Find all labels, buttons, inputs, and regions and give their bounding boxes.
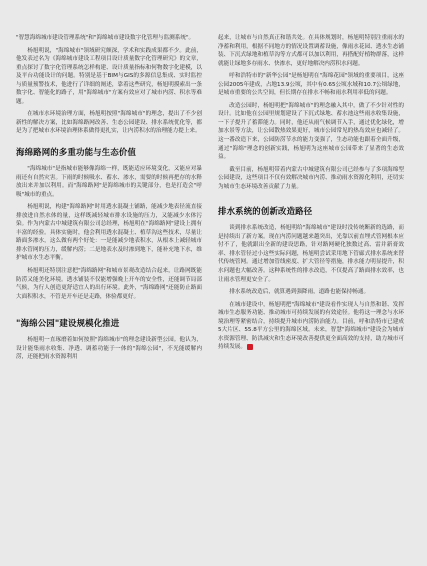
right-column <box>218 34 404 356</box>
section-heading-drainage-system: 排水系统的创新改造路径 <box>218 206 313 217</box>
body-paragraph: "海绵城市"是指城市能够像海绵一样，既能适应环境变化，又能应对暴雨还有自然灾害。下雨的时候吸水、蓄水、渗水，需要的时候再把存的水释放出来并加以利用。而"海绵路网"是海绵城市的关键部分，也是打造会"呼吸"城市的重点。 <box>16 166 202 198</box>
body-paragraph: "智慧海绵城市建设管理系统"和"海绵城市建设数字化管理与监测系统"。 <box>16 35 195 41</box>
body-paragraph: 杨旭明说，"海绵城市"领域研究颇深，学术和实践成果都不少。此前，他发表过名为《海绵城市建设工程项目设计质量数字化管理研究》的文章，重点探讨了数字化管理系统怎样构建、设计质量指标和何物数字化建模，以及平台功能设计的问题。特别是基于BIM与GIS的多源信息集成、实时监控与质量预警技术，他进行了详细的阐述，靠着这些研究，杨旭明摸索出一条数字化、智能化的路子，用"海绵城市"方案有效应对了城市内涝、积水等难题。 <box>16 47 202 105</box>
body-paragraph: 排水系统改造后，就算遇到强降雨，道路也能保持畅通。 <box>229 289 370 296</box>
final-paragraph-text: 在城市建设中，杨旭明把"海绵城市"建设看作实现人与自然和谐、发挥城市生态服务功能、推动城市可持续发展的有效途径。他将这一理念与水环境治理等紧密结合，持续提升城市内涝防治能力。目前，呼和浩特市已建成5大片区、55.8平方公里的海绵区域。未来，智慧"海绵城市"建设会为城市水资源管理、防洪减灾和生态环境改善提供更全面高效的支持，助力城市可持续发展。 <box>218 301 404 351</box>
body-paragraph: 改造公园时，杨旭明把"海绵城市"的理念融入其中，做了不少针对性的设计。比如他在公园里规划建设了下沉式绿地、蓄水池这些雨水收集设施，一下子提升了蓄滞能力。同时，他还从雨气候调节入手，通过优化绿化，增加水景等方法，让公园散热效果更好，城市公园常见的热岛效应也减轻了。这一番改造下来，公园防涝节水的能力变强了，生态功能也跟着全面升级，通过"海绵"理念的创新实践，杨旭明为这座城市公园带来了显著的生态效益。 <box>218 102 404 161</box>
body-paragraph: 在城市水环境治理方面，杨旭明按照"海绵城市"的理念，提出了不少创新性的解决方案，比如海绵路网改善、生态公园建设、排水系统优化等，都是为了把城市水环境治理体系做得更扎实，让内涝积水的治理能力提上来。 <box>16 111 202 135</box>
section-heading-sponge-road-network: 海绵路网的多重功能与生态价值 <box>16 147 137 158</box>
body-paragraph-final <box>218 301 404 352</box>
end-of-article-mark-icon <box>247 344 253 350</box>
body-paragraph: 杨旭明一直琢磨着如何按照"海绵城市"的理念建设新型公园。他认为，设计能集雨水收集、净透、调蓄功能于一体的"海绵公园"，不光能缓解内涝，还能把雨水资源利用 <box>16 337 202 361</box>
body-paragraph: 杨旭明还特别注意把"海绵路网"和城市景观改造结合起来，让路网既能防涝又能美化环境。透水铺装不仅能增强晚上开车的安全性，还能调节局部气候，为行人创造更舒适宜人的出行环境。此外，"海绵路网"还能防止路面大面积积水，不管是开车还是走路，体验都更好。 <box>16 268 202 300</box>
body-paragraph: 起来，让城市与自然真正和谐共处。在具体规划时，杨旭明特别注重雨水的净蓄和利用，根据不同地方的情况设置调蓄设施，像雨水花园、透水生态铺装、下沉式绿地和植草沟等方式都可以加以利用，再搭配好植物群落，这样就能让绿地多存雨水、快渗水，更好地解决内涝积水问题。 <box>218 35 404 67</box>
left-column <box>16 34 202 366</box>
body-paragraph: 呼和浩特市的"新华公园"是杨旭明在"海绵花园"领域的重要项目，这座公园2005年建成，占地13.9公顷，其中有0.65公顷水域和10.7公顷绿地，是城市重要的公共空间，但长期存在排水不畅和雨水利用率低的问题。 <box>218 73 404 97</box>
body-paragraph: 截至目前，杨旭明带着内蒙古中城建筑有限公司已经参与了多项海绵型公园建设，这些项目不仅有效解决城市内涝、推动雨水资源化利用，还切实为城市生态环境改善贡献了力量。 <box>218 166 404 190</box>
body-paragraph: 谈到排水系统改造，杨旭明给"海绵城市"建设时没传统断新的选路，而是持续出了新方案。现在内涝问题越来越突出，光靠以前直埋式管网根本应付不了，他就跟出全新的建设思路，针对路网硬化独数过高、雷并新膏效率、排水管径过小这些实际问题，杨旭明尝试采用地下管廊式排水系统来替代传统管网。通过增加管线密度、扩大管径等措施，排水能力明显提升，积水问题也大幅改善。这种系统性的排水改造，不仅提高了路面排水效率，也让雨水管理更安全了。 <box>218 225 404 283</box>
body-paragraph: 杨旭明说，构建"海绵路网"时用透水混凝土铺路，能减少地表径流直接排放进自然水体的量，这样既减轻城市排水设施的压力，又能减少水体污染。作为内蒙古中城建筑有限公司总经理，杨旭明在"海绵路网"建设上拥有丰富的经验。具体实施时，他会利用透水混凝土、植草沟这些技术，尽量让路面多渗水，这么做有两个好处：一是能减少地表积水，从根本上减轻城市排水管网的压力，缓解内涝；二是地表水及时渗到地下，能补充地下水，维护城市水生态平衡。 <box>16 204 202 262</box>
section-heading-sponge-park: "海绵公园"建设规模化推进 <box>16 318 120 329</box>
